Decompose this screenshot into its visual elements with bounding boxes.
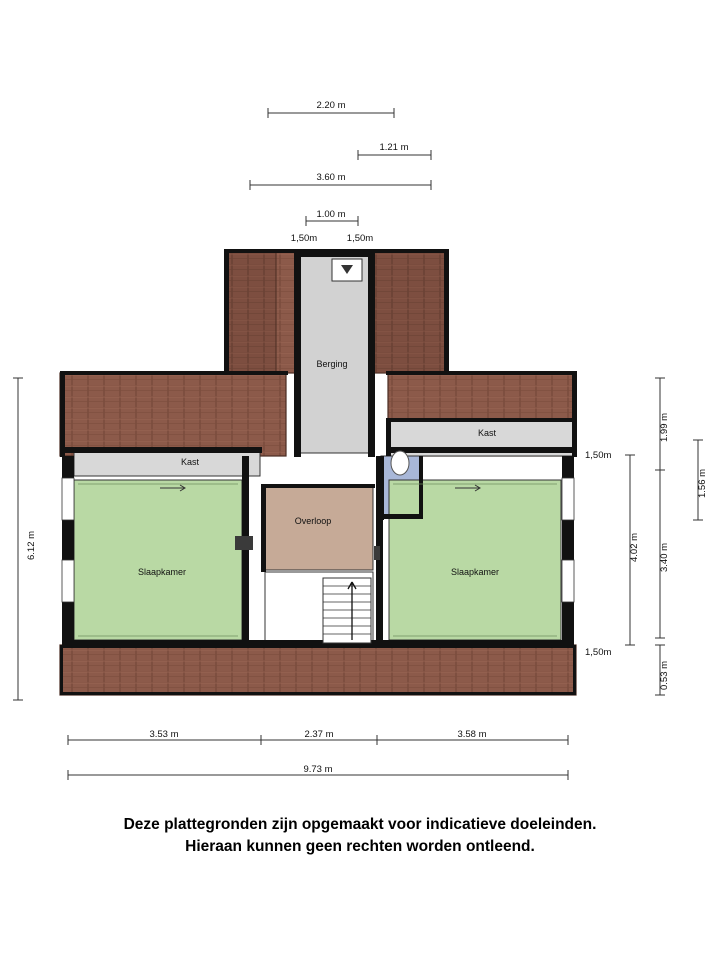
room-kast-left (74, 450, 260, 476)
room-label-overloop: Overloop (294, 516, 332, 526)
roof-dormer-right-strip (370, 251, 448, 373)
dim-right-1-50-upper: 1,50m (585, 450, 612, 461)
dim-right-1-50-lower: 1,50m (585, 647, 612, 658)
window-right-upper (562, 478, 574, 520)
stairs (323, 578, 371, 643)
dim-top-2-20: 2.20 m (316, 100, 346, 111)
dim-top-3-60: 3.60 m (316, 172, 346, 183)
roof-left-wing (60, 373, 286, 456)
dim-top-1-50-left: 1,50m (290, 233, 318, 244)
room-label-kast-left: Kast (180, 457, 200, 467)
room-label-berging: Berging (316, 359, 348, 369)
room-slaapkamer-left (74, 480, 242, 640)
door-overloop-right (374, 546, 380, 560)
disclaimer-line-1: Deze plattegronden zijn opgemaakt voor indicatieve doeleinden. (123, 816, 597, 833)
dim-right-1-99: 1.99 m (659, 412, 670, 442)
roof-bottom-band (60, 645, 576, 695)
dim-right-3-40: 3.40 m (659, 542, 670, 572)
room-label-slaapkamer-left: Slaapkamer (137, 567, 187, 577)
dim-top-1-21: 1.21 m (379, 142, 409, 153)
room-label-kast-right: Kast (477, 428, 497, 438)
room-slaapkamer-right (389, 480, 561, 640)
bathroom-fixture (391, 451, 409, 475)
dim-bottom-3-53: 3.53 m (149, 729, 179, 740)
room-label-slaapkamer-right: Slaapkamer (450, 567, 500, 577)
disclaimer-line-2: Hieraan kunnen geen rechten worden ontleend. (185, 838, 535, 855)
dim-bottom-total-9-73: 9.73 m (303, 764, 333, 775)
dim-bottom-3-58: 3.58 m (457, 729, 487, 740)
window-right-lower (562, 560, 574, 602)
window-left-lower (62, 560, 74, 602)
dim-bottom-2-37: 2.37 m (304, 729, 334, 740)
dim-left-6-12: 6.12 m (26, 530, 37, 560)
dim-top-1-00: 1.00 m (316, 209, 346, 220)
roof-dormer-left-strip (226, 251, 276, 373)
dim-right-0-53: 0.53 m (659, 660, 670, 690)
dim-top-1-50-right: 1,50m (346, 233, 374, 244)
door-overloop-left (235, 536, 253, 550)
dim-right-4-02: 4.02 m (629, 532, 640, 562)
room-overloop (263, 486, 373, 570)
dim-right-1-56: 1.56 m (697, 468, 708, 498)
window-left-upper (62, 478, 74, 520)
room-berging (300, 253, 370, 453)
